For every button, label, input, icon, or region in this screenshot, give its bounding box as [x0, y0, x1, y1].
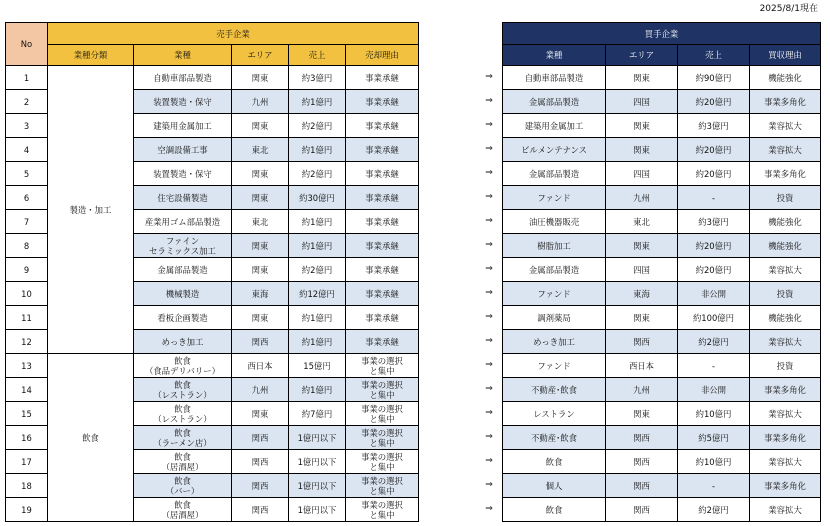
- seller-area: 九州: [232, 378, 289, 402]
- buyer-row: [503, 66, 821, 90]
- buyer-industry: 飲食: [503, 498, 606, 522]
- buyer-area: 関西: [606, 474, 678, 498]
- seller-area: 関東: [232, 306, 289, 330]
- seller-reason: 事業の選択 と集中: [346, 474, 419, 498]
- seller-sales: 1億円以下: [289, 450, 346, 474]
- header-industry: 業種: [134, 45, 232, 66]
- row-number: 1: [6, 66, 48, 90]
- seller-sales: 約2億円: [289, 114, 346, 138]
- row-number: 4: [6, 138, 48, 162]
- buyer-sales: 非公開: [678, 378, 750, 402]
- buyer-area: 四国: [606, 258, 678, 282]
- seller-area: 関東: [232, 114, 289, 138]
- seller-area: 関東: [232, 402, 289, 426]
- buyer-area: 九州: [606, 378, 678, 402]
- arrow-row: [479, 329, 499, 353]
- buyer-sales: 約3億円: [678, 114, 750, 138]
- buyer-reason: 業容拡大: [750, 402, 821, 426]
- buyer-row: [503, 354, 821, 378]
- arrow-icon: ⇒: [485, 456, 493, 466]
- arrow-row: [479, 65, 499, 89]
- buyer-industry: 個人: [503, 474, 606, 498]
- arrow-icon: ⇒: [485, 144, 493, 154]
- buyer-reason: 事業多角化: [750, 90, 821, 114]
- buyer-row: [503, 282, 821, 306]
- buyer-reason: 業容拡大: [750, 258, 821, 282]
- buyer-row: [503, 450, 821, 474]
- buyer-row: [503, 258, 821, 282]
- arrow-icon: ⇒: [485, 432, 493, 442]
- buyer-area: 東海: [606, 282, 678, 306]
- row-number: 2: [6, 90, 48, 114]
- category-cell: 飲食: [48, 354, 134, 522]
- buyer-area: 四国: [606, 90, 678, 114]
- header-buyer-group: 買手企業: [503, 23, 821, 45]
- buyer-industry: 樹脂加工: [503, 234, 606, 258]
- as-of-date: 2025/8/1現在: [759, 4, 818, 14]
- seller-reason: 事業の選択 と集中: [346, 354, 419, 378]
- buyer-sales: 約20億円: [678, 138, 750, 162]
- seller-area: 関西: [232, 330, 289, 354]
- buyer-sales: 非公開: [678, 282, 750, 306]
- header-buyer-area: エリア: [606, 45, 678, 66]
- arrow-row: [479, 401, 499, 425]
- arrow-icon: ⇒: [485, 480, 493, 490]
- buyer-industry: ビルメンテナンス: [503, 138, 606, 162]
- row-number: 6: [6, 186, 48, 210]
- seller-industry: めっき加工: [134, 330, 232, 354]
- row-number: 16: [6, 426, 48, 450]
- seller-reason: 事業承継: [346, 234, 419, 258]
- seller-sales: 約1億円: [289, 234, 346, 258]
- seller-industry: 空調設備工事: [134, 138, 232, 162]
- seller-industry: 機械製造: [134, 282, 232, 306]
- arrow-row: [479, 305, 499, 329]
- seller-industry: 飲食 （レストラン）: [134, 402, 232, 426]
- buyer-reason: 業容拡大: [750, 114, 821, 138]
- seller-table: [5, 22, 419, 522]
- buyer-industry: 不動産･飲食: [503, 426, 606, 450]
- row-number: 17: [6, 450, 48, 474]
- seller-area: 関西: [232, 426, 289, 450]
- seller-industry: 看板企画製造: [134, 306, 232, 330]
- seller-area: 関東: [232, 162, 289, 186]
- seller-reason: 事業承継: [346, 210, 419, 234]
- arrow-icon: ⇒: [485, 288, 493, 298]
- row-number: 12: [6, 330, 48, 354]
- arrow-row: [479, 497, 499, 521]
- row-number: 15: [6, 402, 48, 426]
- seller-reason: 事業承継: [346, 66, 419, 90]
- arrow-icon: ⇒: [485, 408, 493, 418]
- row-number: 7: [6, 210, 48, 234]
- buyer-reason: 事業多角化: [750, 162, 821, 186]
- row-number: 3: [6, 114, 48, 138]
- buyer-sales: 約20億円: [678, 90, 750, 114]
- header-seller-group: 売手企業: [48, 23, 419, 45]
- seller-reason: 事業の選択 と集中: [346, 378, 419, 402]
- seller-reason: 事業承継: [346, 90, 419, 114]
- row-number: 10: [6, 282, 48, 306]
- arrow-icon: ⇒: [485, 312, 493, 322]
- arrow-row: [479, 281, 499, 305]
- seller-industry: 飲食 （居酒屋）: [134, 450, 232, 474]
- buyer-industry: 不動産･飲食: [503, 378, 606, 402]
- buyer-area: 関東: [606, 138, 678, 162]
- seller-sales: 約1億円: [289, 378, 346, 402]
- seller-area: 関東: [232, 66, 289, 90]
- buyer-sales: 約3億円: [678, 210, 750, 234]
- buyer-area: 関西: [606, 450, 678, 474]
- seller-area: 東海: [232, 282, 289, 306]
- buyer-sales: -: [678, 474, 750, 498]
- buyer-area: 関西: [606, 426, 678, 450]
- buyer-area: 東北: [606, 210, 678, 234]
- seller-area: 九州: [232, 90, 289, 114]
- arrow-icon: ⇒: [485, 504, 493, 514]
- buyer-reason: 業容拡大: [750, 450, 821, 474]
- buyer-area: 四国: [606, 162, 678, 186]
- buyer-sales: 約2億円: [678, 498, 750, 522]
- seller-sales: 1億円以下: [289, 426, 346, 450]
- buyer-reason: 機能強化: [750, 210, 821, 234]
- arrow-row: [479, 233, 499, 257]
- seller-row: [6, 66, 419, 90]
- seller-industry: 住宅設備製造: [134, 186, 232, 210]
- buyer-industry: めっき加工: [503, 330, 606, 354]
- buyer-sales: -: [678, 186, 750, 210]
- seller-reason: 事業承継: [346, 138, 419, 162]
- seller-area: 関東: [232, 186, 289, 210]
- arrow-icon: ⇒: [485, 96, 493, 106]
- seller-sales: 約1億円: [289, 330, 346, 354]
- buyer-row: [503, 114, 821, 138]
- seller-area: 関東: [232, 234, 289, 258]
- seller-reason: 事業承継: [346, 282, 419, 306]
- seller-reason: 事業承継: [346, 114, 419, 138]
- buyer-sales: 約10億円: [678, 450, 750, 474]
- seller-sales: 1億円以下: [289, 474, 346, 498]
- seller-industry: 飲食 （ラーメン店）: [134, 426, 232, 450]
- seller-sales: 約12億円: [289, 282, 346, 306]
- arrow-row: [479, 209, 499, 233]
- seller-sales: 約2億円: [289, 162, 346, 186]
- buyer-industry: 自動車部品製造: [503, 66, 606, 90]
- buyer-area: 九州: [606, 186, 678, 210]
- buyer-sales: 約100億円: [678, 306, 750, 330]
- header-category: 業種分類: [48, 45, 134, 66]
- buyer-industry: 油圧機器販売: [503, 210, 606, 234]
- seller-reason: 事業承継: [346, 186, 419, 210]
- buyer-row: [503, 210, 821, 234]
- arrow-row: [479, 185, 499, 209]
- seller-reason: 事業承継: [346, 258, 419, 282]
- arrow-icon: ⇒: [485, 384, 493, 394]
- seller-sales: 約1億円: [289, 138, 346, 162]
- buyer-industry: ファンド: [503, 282, 606, 306]
- seller-industry: 飲食 （食品デリバリー）: [134, 354, 232, 378]
- seller-reason: 事業の選択 と集中: [346, 450, 419, 474]
- buyer-reason: 投資: [750, 186, 821, 210]
- buyer-row: [503, 138, 821, 162]
- seller-area: 関西: [232, 474, 289, 498]
- buyer-row: [503, 474, 821, 498]
- seller-industry: 自動車部品製造: [134, 66, 232, 90]
- buyer-reason: 業容拡大: [750, 498, 821, 522]
- buyer-reason: 業容拡大: [750, 330, 821, 354]
- buyer-industry: ファンド: [503, 186, 606, 210]
- buyer-row: [503, 306, 821, 330]
- buyer-reason: 業容拡大: [750, 138, 821, 162]
- arrow-row: [479, 161, 499, 185]
- buyer-industry: 飲食: [503, 450, 606, 474]
- seller-sales: 約1億円: [289, 90, 346, 114]
- seller-area: 東北: [232, 138, 289, 162]
- buyer-reason: 事業多角化: [750, 426, 821, 450]
- seller-industry: 産業用ゴム部品製造: [134, 210, 232, 234]
- buyer-area: 関西: [606, 330, 678, 354]
- arrow-row: [479, 89, 499, 113]
- buyer-reason: 事業多角化: [750, 378, 821, 402]
- buyer-sales: 約20億円: [678, 258, 750, 282]
- row-number: 18: [6, 474, 48, 498]
- buyer-row: [503, 234, 821, 258]
- seller-industry: 金属部品製造: [134, 258, 232, 282]
- arrow-icon: ⇒: [485, 168, 493, 178]
- buyer-sales: 約20億円: [678, 234, 750, 258]
- buyer-row: [503, 426, 821, 450]
- buyer-sales: 約5億円: [678, 426, 750, 450]
- seller-sales: 約1億円: [289, 306, 346, 330]
- buyer-row: [503, 498, 821, 522]
- row-number: 5: [6, 162, 48, 186]
- seller-industry: 建築用金属加工: [134, 114, 232, 138]
- row-number: 8: [6, 234, 48, 258]
- seller-row: [6, 354, 419, 378]
- buyer-row: [503, 378, 821, 402]
- buyer-industry: 金属部品製造: [503, 162, 606, 186]
- seller-reason: 事業の選択 と集中: [346, 402, 419, 426]
- arrow-icon: ⇒: [485, 360, 493, 370]
- arrow-row: [479, 473, 499, 497]
- buyer-area: 関東: [606, 234, 678, 258]
- seller-industry: 飲食 （居酒屋）: [134, 498, 232, 522]
- arrow-icon: ⇒: [485, 192, 493, 202]
- seller-area: 東北: [232, 210, 289, 234]
- buyer-sales: 約20億円: [678, 162, 750, 186]
- buyer-industry: ファンド: [503, 354, 606, 378]
- buyer-industry: 建築用金属加工: [503, 114, 606, 138]
- arrow-row: [479, 425, 499, 449]
- buyer-row: [503, 162, 821, 186]
- seller-sales: 約1億円: [289, 210, 346, 234]
- arrow-row: [479, 137, 499, 161]
- header-buyer-sales: 売上: [678, 45, 750, 66]
- header-no: No: [6, 23, 48, 66]
- seller-sales: 約2億円: [289, 258, 346, 282]
- buyer-row: [503, 402, 821, 426]
- buyer-sales: 約10億円: [678, 402, 750, 426]
- arrow-spacer: [479, 22, 499, 44]
- seller-area: 関西: [232, 450, 289, 474]
- seller-area: 関西: [232, 498, 289, 522]
- seller-reason: 事業の選択 と集中: [346, 498, 419, 522]
- buyer-area: 西日本: [606, 354, 678, 378]
- seller-industry: 飲食 （レストラン）: [134, 378, 232, 402]
- header-buyer-reason: 買収理由: [750, 45, 821, 66]
- buyer-sales: -: [678, 354, 750, 378]
- arrow-row: [479, 257, 499, 281]
- buyer-industry: 金属部品製造: [503, 258, 606, 282]
- seller-reason: 事業承継: [346, 330, 419, 354]
- buyer-area: 関東: [606, 402, 678, 426]
- row-number: 13: [6, 354, 48, 378]
- buyer-reason: 事業多角化: [750, 474, 821, 498]
- buyer-row: [503, 186, 821, 210]
- row-number: 14: [6, 378, 48, 402]
- seller-sales: 15億円: [289, 354, 346, 378]
- arrow-icon: ⇒: [485, 240, 493, 250]
- buyer-sales: 約90億円: [678, 66, 750, 90]
- seller-sales: 約30億円: [289, 186, 346, 210]
- seller-reason: 事業承継: [346, 306, 419, 330]
- arrow-icon: ⇒: [485, 120, 493, 130]
- seller-sales: 1億円以下: [289, 498, 346, 522]
- seller-industry: 装置製造・保守: [134, 162, 232, 186]
- row-number: 9: [6, 258, 48, 282]
- buyer-reason: 投資: [750, 354, 821, 378]
- category-cell: 製造・加工: [48, 66, 134, 354]
- arrow-row: [479, 113, 499, 137]
- seller-reason: 事業承継: [346, 162, 419, 186]
- header-area: エリア: [232, 45, 289, 66]
- seller-area: 関東: [232, 258, 289, 282]
- buyer-industry: レストラン: [503, 402, 606, 426]
- buyer-area: 関西: [606, 498, 678, 522]
- arrow-icon: ⇒: [485, 216, 493, 226]
- buyer-reason: 機能強化: [750, 66, 821, 90]
- seller-sales: 約7億円: [289, 402, 346, 426]
- arrow-icon: ⇒: [485, 72, 493, 82]
- seller-sales: 約3億円: [289, 66, 346, 90]
- row-number: 19: [6, 498, 48, 522]
- buyer-row: [503, 90, 821, 114]
- buyer-area: 関東: [606, 306, 678, 330]
- buyer-table: [502, 22, 821, 522]
- buyer-industry: 調剤薬局: [503, 306, 606, 330]
- arrow-row: [479, 353, 499, 377]
- arrow-icon: ⇒: [485, 336, 493, 346]
- buyer-reason: 投資: [750, 282, 821, 306]
- buyer-area: 関東: [606, 66, 678, 90]
- arrow-spacer: [479, 44, 499, 65]
- seller-industry: ファイン セラミックス加工: [134, 234, 232, 258]
- buyer-sales: 約2億円: [678, 330, 750, 354]
- seller-industry: 飲食 （バー）: [134, 474, 232, 498]
- buyer-reason: 機能強化: [750, 234, 821, 258]
- header-sale-reason: 売却理由: [346, 45, 419, 66]
- buyer-industry: 金属部品製造: [503, 90, 606, 114]
- buyer-area: 関東: [606, 114, 678, 138]
- seller-industry: 装置製造・保守: [134, 90, 232, 114]
- buyer-reason: 機能強化: [750, 306, 821, 330]
- header-sales: 売上: [289, 45, 346, 66]
- arrow-row: [479, 377, 499, 401]
- arrow-icon: ⇒: [485, 264, 493, 274]
- row-number: 11: [6, 306, 48, 330]
- arrow-row: [479, 449, 499, 473]
- header-buyer-industry: 業種: [503, 45, 606, 66]
- arrow-column: [479, 22, 499, 521]
- seller-reason: 事業の選択 と集中: [346, 426, 419, 450]
- buyer-row: [503, 330, 821, 354]
- seller-area: 西日本: [232, 354, 289, 378]
